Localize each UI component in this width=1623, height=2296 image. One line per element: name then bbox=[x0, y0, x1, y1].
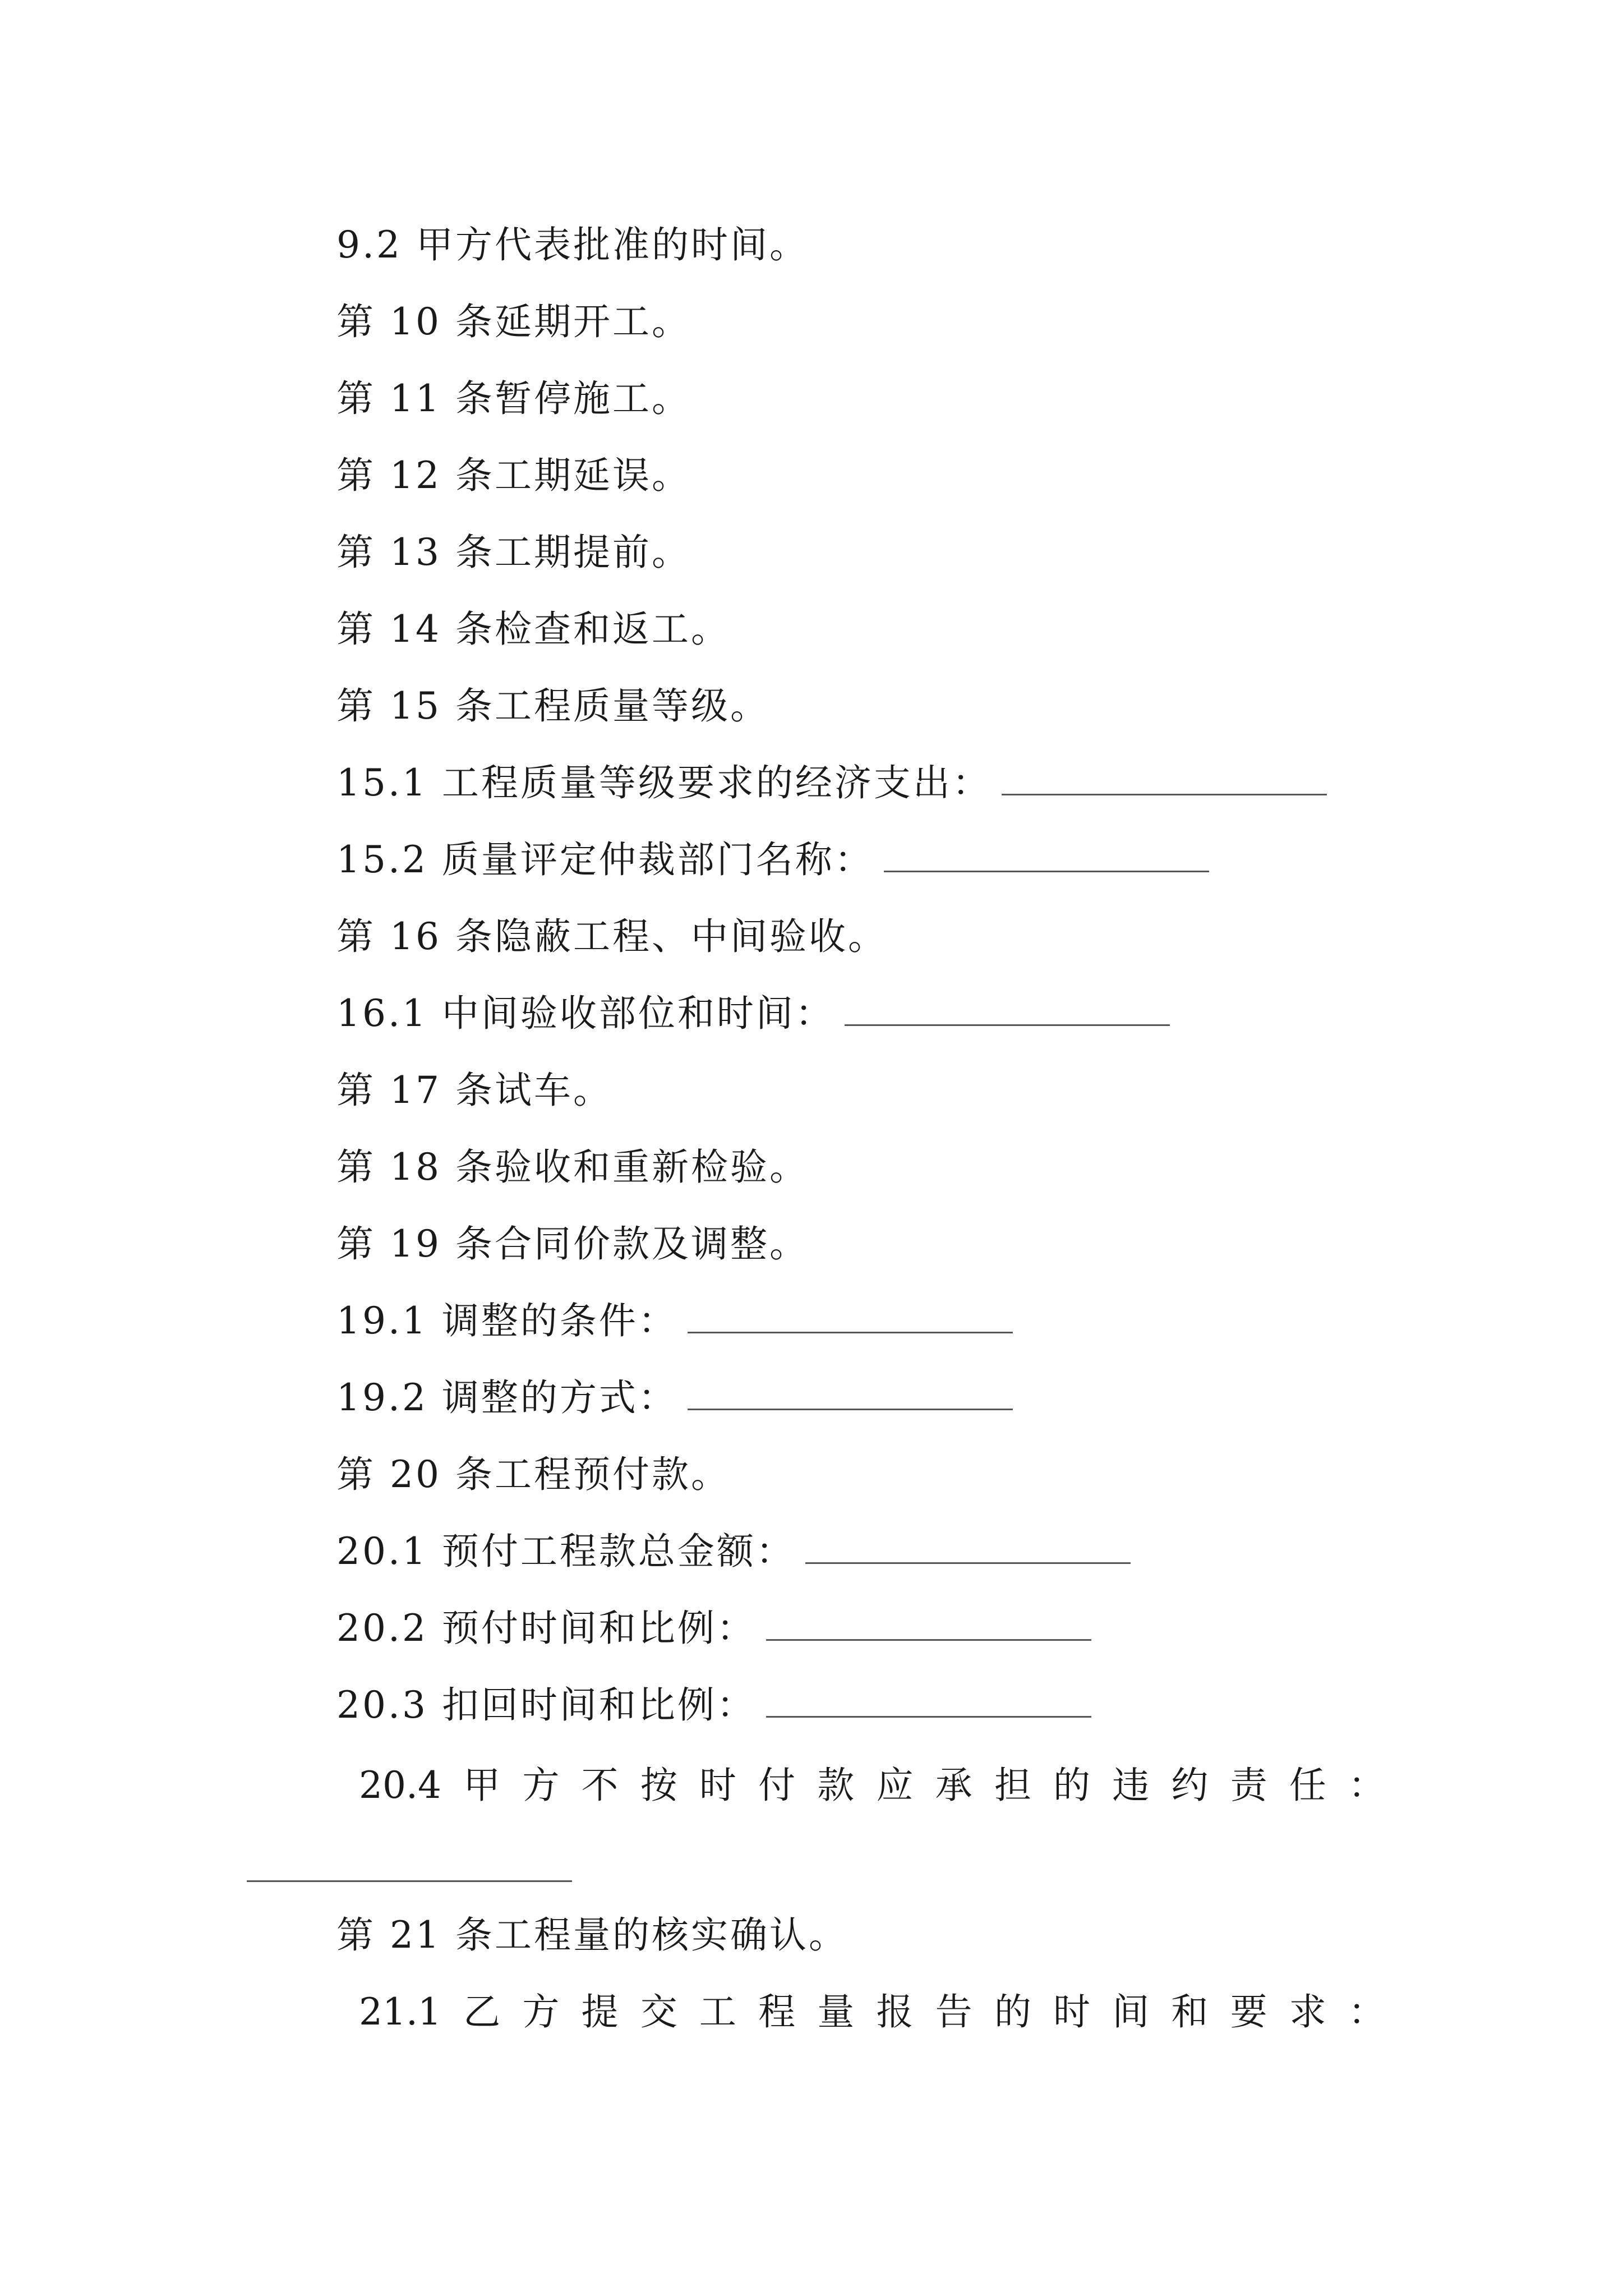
clause-text: 16.1 中间验收部位和时间： bbox=[336, 992, 834, 1035]
clause-char: 时 bbox=[1053, 1990, 1091, 2033]
clause-char: 时 bbox=[699, 1764, 736, 1807]
clause-text: 第 11 条暂停施工。 bbox=[336, 377, 691, 420]
clause-char: ： bbox=[1348, 1764, 1385, 1807]
clause-char: 工 bbox=[699, 1990, 736, 2033]
clause-char: 承 bbox=[935, 1764, 972, 1807]
clause-char: 间 bbox=[1112, 1990, 1150, 2033]
fill-in-blank[interactable] bbox=[805, 1529, 1131, 1564]
fill-in-blank[interactable] bbox=[766, 1605, 1091, 1641]
clause-text: 19.2 调整的方式： bbox=[336, 1376, 677, 1419]
clause-text: 第 10 条延期开工。 bbox=[336, 300, 691, 343]
clause-char: 21.1 bbox=[359, 1990, 441, 2033]
clause-char: 应 bbox=[876, 1764, 914, 1807]
clause-text: 第 14 条检查和返工。 bbox=[336, 608, 730, 651]
clause-line bbox=[336, 604, 730, 655]
clause-text: 第 17 条试车。 bbox=[336, 1069, 612, 1112]
fill-in-blank[interactable] bbox=[247, 1880, 572, 1882]
clause-char: 不 bbox=[581, 1764, 619, 1807]
clause-text: 20.1 预付工程款总金额： bbox=[336, 1530, 795, 1573]
clause-text: 19.1 调整的条件： bbox=[336, 1299, 677, 1342]
clause-text: 第 16 条隐蔽工程、中间验收。 bbox=[336, 915, 887, 958]
clause-char: 违 bbox=[1112, 1764, 1150, 1807]
clause-char: 求 bbox=[1289, 1990, 1326, 2033]
clause-line bbox=[336, 374, 691, 424]
clause-char: 担 bbox=[994, 1764, 1031, 1807]
fill-in-blank[interactable] bbox=[845, 991, 1170, 1026]
clause-text: 15.1 工程质量等级要求的经济支出： bbox=[336, 761, 992, 804]
clause-text: 第 13 条工期提前。 bbox=[336, 531, 691, 574]
justified-clause-21-1 bbox=[359, 1987, 1385, 2037]
fill-in-blank[interactable] bbox=[688, 1298, 1013, 1333]
clause-char: 按 bbox=[640, 1764, 677, 1807]
clause-text: 第 12 条工期延误。 bbox=[336, 454, 691, 497]
clause-line bbox=[336, 450, 691, 501]
fill-in-blank[interactable] bbox=[1002, 760, 1327, 795]
clause-line bbox=[336, 220, 809, 270]
clause-char: 量 bbox=[817, 1990, 855, 2033]
clause-char: 的 bbox=[994, 1990, 1031, 2033]
clause-char: ： bbox=[1348, 1990, 1385, 2033]
clause-char: 报 bbox=[876, 1990, 914, 2033]
clause-line bbox=[336, 681, 769, 731]
justified-clause-20-4 bbox=[359, 1760, 1385, 1811]
clause-line bbox=[336, 1065, 612, 1116]
clause-text: 第 19 条合同价款及调整。 bbox=[336, 1222, 809, 1266]
clause-text: 第 20 条工程预付款。 bbox=[336, 1453, 730, 1496]
fill-in-blank[interactable] bbox=[766, 1682, 1091, 1718]
clause-line bbox=[336, 1450, 730, 1500]
clause-text: 9.2 甲方代表批准的时间。 bbox=[336, 223, 809, 266]
clause-text: 20.2 预付时间和比例： bbox=[336, 1607, 756, 1650]
clause-char: 要 bbox=[1230, 1990, 1267, 2033]
fill-in-blank[interactable] bbox=[688, 1375, 1013, 1410]
clause-text: 第 21 条工程量的核实确认。 bbox=[336, 1913, 848, 1957]
clause-line bbox=[336, 1603, 1091, 1654]
clause-text: 15.2 质量评定仲裁部门名称： bbox=[336, 838, 874, 881]
clause-char: 程 bbox=[758, 1990, 796, 2033]
clause-char: 提 bbox=[581, 1990, 619, 2033]
clause-char: 和 bbox=[1171, 1990, 1209, 2033]
clause-line bbox=[336, 527, 691, 578]
fill-in-blank[interactable] bbox=[884, 837, 1209, 872]
clause-char: 付 bbox=[758, 1764, 796, 1807]
clause-line bbox=[336, 1680, 1091, 1731]
clause-text: 第 18 条验收和重新检验。 bbox=[336, 1145, 809, 1189]
clause-char: 约 bbox=[1171, 1764, 1209, 1807]
clause-char: 任 bbox=[1289, 1764, 1326, 1807]
clause-char: 甲 bbox=[463, 1764, 501, 1807]
clause-char: 责 bbox=[1230, 1764, 1267, 1807]
clause-line bbox=[336, 1142, 809, 1193]
clause-line bbox=[336, 297, 691, 347]
clause-line bbox=[336, 1373, 1013, 1423]
clause-line bbox=[336, 1526, 1131, 1577]
clause-line bbox=[336, 1296, 1013, 1346]
clause-char: 的 bbox=[1053, 1764, 1091, 1807]
clause-text: 20.3 扣回时间和比例： bbox=[336, 1683, 756, 1727]
clause-line bbox=[336, 912, 887, 962]
clause-line bbox=[336, 1219, 809, 1269]
clause-char: 20.4 bbox=[359, 1764, 441, 1807]
clause-line bbox=[336, 758, 1327, 808]
clause-char: 方 bbox=[522, 1764, 560, 1807]
clause-char: 款 bbox=[817, 1764, 855, 1807]
clause-line bbox=[336, 835, 1209, 885]
clause-line bbox=[336, 988, 1170, 1039]
clause-text: 第 15 条工程质量等级。 bbox=[336, 684, 769, 728]
clause-line bbox=[336, 1910, 848, 1961]
clause-char: 告 bbox=[935, 1990, 972, 2033]
clause-char: 乙 bbox=[463, 1990, 501, 2033]
clause-char: 方 bbox=[522, 1990, 560, 2033]
clause-char: 交 bbox=[640, 1990, 677, 2033]
